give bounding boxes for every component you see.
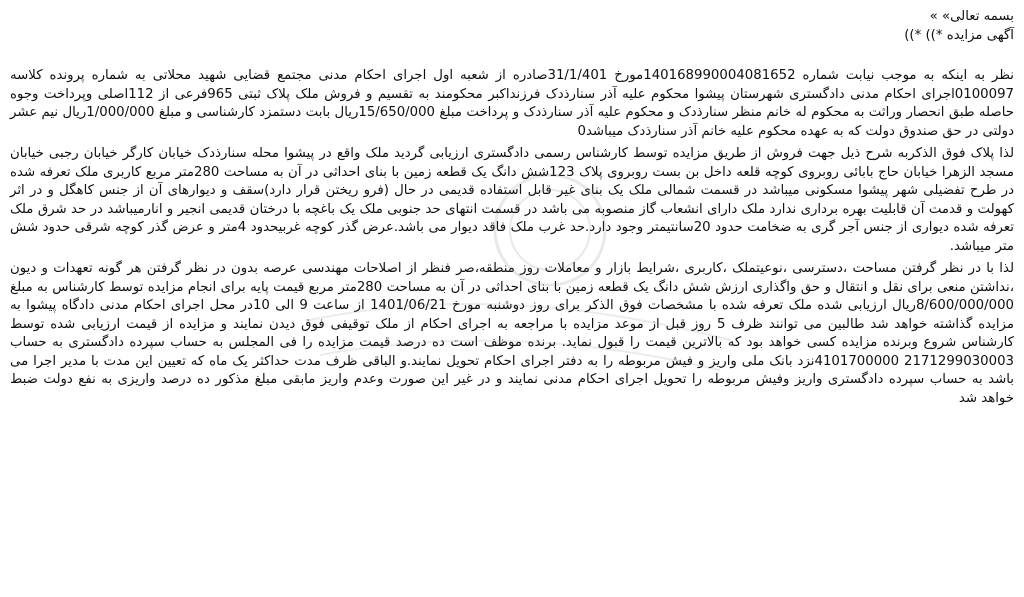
notice-title: آگهی مزایده *)) *)) [904,27,1014,43]
paragraph-1: نظر به اینکه به موجب نیابت شماره 140168990004081652مورخ 31/1/401صادره از شعبه اول اجرای احکام مدنی مجتمع قضایی شهید محلاتی به شماره پرونده کلاسه 0100097اجرای احکام مدنی دادگستری شهرستان پیشوا محکوم علیه آذر سنارذدک فرزنداکبر محکومند به تقسیم و فروش ملک پلاک ثبتی 965فرعی از 112اصلی وپرداخت وجوه حاصله طبق انحصار وراثت به محکوم له خانم منظر سنارذدک و محکوم علیه آذر سنارذدک و پرداخت مبلغ 15/650/000ریال بابت دستمزد کارشناسی و مبلغ 1/000/000ریال نیم عشر دولتی در حق صندوق دولت که به عهده محکوم علیه خانم آذر سنارذدک میباشد0 [10,68,1015,139]
paragraph-2: لذا پلاک فوق الذکربه شرح ذیل جهت فروش از طریق مزایده توسط کارشناس رسمی دادگستری ارزیابی گردید ملک واقع در پیشوا محله سنارذدک خیابان کارگر خیابان رجبی خیابان مسجد الزهرا خیابان حاج بابائی روبروی کوچه قلعه داخل بن بست روبروی پلاک 123شش دانگ یک قطعه زمین با بنای احداثی در آن به مساحت 280متر مربع کاربری ملک تعرفه شده در طرح تفضیلی شهر پیشوا مسکونی میباشد در قسمت شمالی ملک یک بنای غیر قابل استفاده قدیمی در حال (فرو ریختن قرار دارد)سقف و دیوارهای آن از جنس کاهگل و در اثر کهولت و قدمت آن قابلیت بهره برداری ندارد ملک دارای انشعاب گاز منصوبه می باشد در قسمت انتهای حد جنوبی ملک یک باغچه با درختان قدیمی انجیر و انارمیباشد در حد شرق ملک تعرفه شده دیواری از جنس آجر گری به ضخامت حدود 20سانتیمتر وجود دارد.حد غرب ملک فاقد دیوار می باشد.عرض گذر کوچه غربیحدود 4متر و عرض گذر کوچه شرقی حدود شش متر میباشد. [10,146,1014,254]
opening-line: بسمه تعالی» » [929,9,1014,24]
paragraph-3: لذا با در نظر گرفتن مساحت ،دسترسی ،نوعیتملک ،کاربری ،شرایط بازار و معاملات روز منطقه،صر فنظر از اصلاحات مهندسی عرصه بدون در نظر گرفتن هر گونه تعهدات و دیون ،نداشتن منعی برای نقل و انتقال و حق واگذاری ارزش شش دانگ یک قطعه زمین با بنای احداثی در آن به مساحت 280متر مربع قیمت پایه برای انجام مزایده توسط کارشناس به مبلغ 8/600/000/000ریال ارزیابی شده ملک تعرفه شده با مشخصات فوق الذکر برای روز دوشنبه مورخ 1401/06/21 از ساعت 9 الی 10در محل اجرای احکام مدنی دادگاه پیشوا به مزایده گذاشته خواهد شد طالبین می توانند ظرف 5 روز قبل از موعد مزایده با مراجعه به اجرای احکام از ملک توقیفی فوق دیدن نمایند و مزایده از قیمت ارزیابی شده توسط کارشناس شروع وبرنده مزایده کسی خواهد بود که بالاترین قیمت را قبول نماید. برنده موظف است ده درصد قیمت مزایده را فی المجلس به حساب سپرده دادگستری به حساب 2171299030003 4101700000نزد بانک ملی واریز و فیش مربوطه را به دفتر اجرای احکام تحویل نمایند.و الباقی ظرف مدت حداکثر یک ماه که تعیین این مدت با مدیر اجرا می باشد به حساب سپرده دادگستری واریز وفیش مربوطه را تحویل اجرای احکام مدنی نمایند و در غیر این صورت وعدم واریز مابقی مبلغ مذکور ده درصد واریزی به نفع دولت ضبط خواهد شد [10,261,1014,406]
